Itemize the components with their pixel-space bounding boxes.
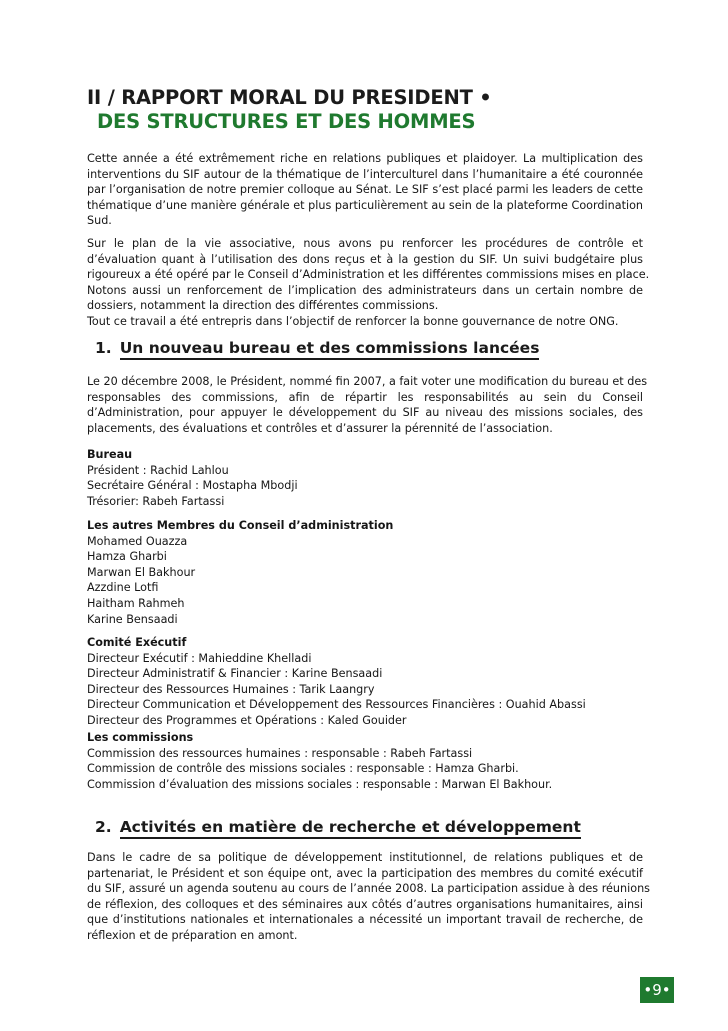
text-line: de réflexion, des colloques et des séminaires aux côtés d’autres organisations humanitaires, ainsi	[87, 897, 643, 911]
text-line: Notons aussi un renforcement de l’implication des administrateurs dans un certain nombre de	[87, 283, 643, 297]
text-line: réflexion et de préparation en amont.	[87, 928, 298, 942]
main-heading-line1: II / RAPPORT MORAL DU PRESIDENT •	[87, 86, 492, 109]
text-line: rigoureux a été opéré par le Conseil d’Administration et les différentes commissions mises en place.	[87, 268, 650, 282]
intro-paragraph-1	[87, 151, 643, 229]
text-line: que d’institutions nationales et internationales a nécessité un important travail de recherche, de	[87, 913, 643, 927]
text-line: placements, des évaluations et contrôles et d’assurer la pérennité de l’association.	[87, 421, 553, 435]
list-item: Président : Rachid Lahlou	[87, 463, 229, 477]
comite-list	[87, 635, 643, 729]
text-line: Cette année a été extrêmement riche en relations publiques et plaidoyer. La multiplication des	[87, 152, 643, 165]
list-item: Azzdine Lotfi	[87, 581, 159, 595]
commissions-list	[87, 730, 643, 792]
text-line: Dans le cadre de sa politique de développement institutionnel, de relations publiques et de	[87, 851, 643, 864]
list-item: Haitham Rahmeh	[87, 596, 185, 610]
text-line: d’Administration, pour appuyer le développement du SIF au niveau des missions sociales, des	[87, 406, 643, 420]
text-line: du SIF, assuré un agenda soutenu au cours de l’année 2008. La participation assidue à des réunions	[87, 882, 650, 896]
list-item: Directeur Administratif & Financier : Karine Bensaadi	[87, 667, 383, 681]
page-number-badge: •9•	[640, 977, 674, 1003]
list-heading: Comité Exécutif	[87, 636, 187, 649]
text-line: par l’organisation de notre premier colloque au Sénat. Le SIF s’est placé parmi les leaders de cette	[87, 183, 643, 197]
list-item: Commission de contrôle des missions sociales : responsable : Hamza Gharbi.	[87, 762, 519, 776]
list-heading: Les commissions	[87, 731, 194, 744]
intro-paragraph-2	[87, 236, 650, 330]
section-2-paragraph	[87, 850, 650, 944]
list-item: Secrétaire Général : Mostapha Mbodji	[87, 479, 298, 493]
text-line: Le 20 décembre 2008, le Président, nommé fin 2007, a fait voter une modification du bureau et des	[87, 375, 648, 388]
list-item: Hamza Gharbi	[87, 550, 167, 564]
list-item: Mohamed Ouazza	[87, 534, 188, 548]
list-heading: Bureau	[87, 448, 133, 461]
list-item: Commission d’évaluation des missions sociales : responsable : Marwan El Bakhour.	[87, 777, 553, 791]
list-item: Directeur des Programmes et Opérations : Kaled Gouider	[87, 713, 407, 727]
section-title: Un nouveau bureau et des commissions lancées	[120, 339, 540, 360]
text-line: Tout ce travail a été entrepris dans l’objectif de renforcer la bonne gouvernance de notre ONG.	[87, 314, 619, 328]
list-item: Karine Bensaadi	[87, 612, 178, 626]
list-item: Marwan El Bakhour	[87, 565, 196, 579]
section-number: 2.	[95, 818, 112, 836]
main-heading	[87, 86, 647, 134]
section-number: 1.	[95, 339, 112, 357]
text-line: partenariat, le Président et son équipe ont, avec la participation des membres du comité exécutif	[87, 866, 643, 880]
list-item: Directeur Exécutif : Mahieddine Khelladi	[87, 651, 312, 665]
section-1-paragraph	[87, 374, 648, 436]
text-line: interventions du SIF autour de la thématique de l’interculturel dans l’humanitaire a été couronnée	[87, 167, 643, 181]
list-item: Directeur des Ressources Humaines : Tarik Laangry	[87, 682, 375, 696]
list-item: Trésorier: Rabeh Fartassi	[87, 494, 225, 508]
main-heading-line2: DES STRUCTURES ET DES HOMMES	[97, 110, 476, 133]
section-1-heading	[95, 338, 539, 358]
list-heading: Les autres Membres du Conseil d’administration	[87, 519, 394, 532]
bureau-list	[87, 447, 643, 509]
section-title: Activités en matière de recherche et développement	[120, 818, 581, 839]
text-line: Sur le plan de la vie associative, nous avons pu renforcer les procédures de contrôle et	[87, 237, 643, 250]
text-line: Sud.	[87, 214, 112, 228]
text-line: thématique d’une manière générale et plus particulièrement au sein de la plateforme Coordination	[87, 198, 643, 212]
list-item: Commission des ressources humaines : responsable : Rabeh Fartassi	[87, 746, 473, 760]
text-line: d’évaluation quant à l’utilisation des dons reçus et à la gestion du SIF. Un suivi budgétaire plus	[87, 252, 643, 266]
conseil-list	[87, 518, 643, 627]
text-line: responsables des commissions, afin de répartir les responsabilités au sein du Conseil	[87, 390, 643, 404]
section-2-heading	[95, 817, 581, 837]
text-line: dossiers, notamment la direction des différentes commissions.	[87, 299, 439, 313]
list-item: Directeur Communication et Développement des Ressources Financières : Ouahid Abassi	[87, 698, 586, 712]
